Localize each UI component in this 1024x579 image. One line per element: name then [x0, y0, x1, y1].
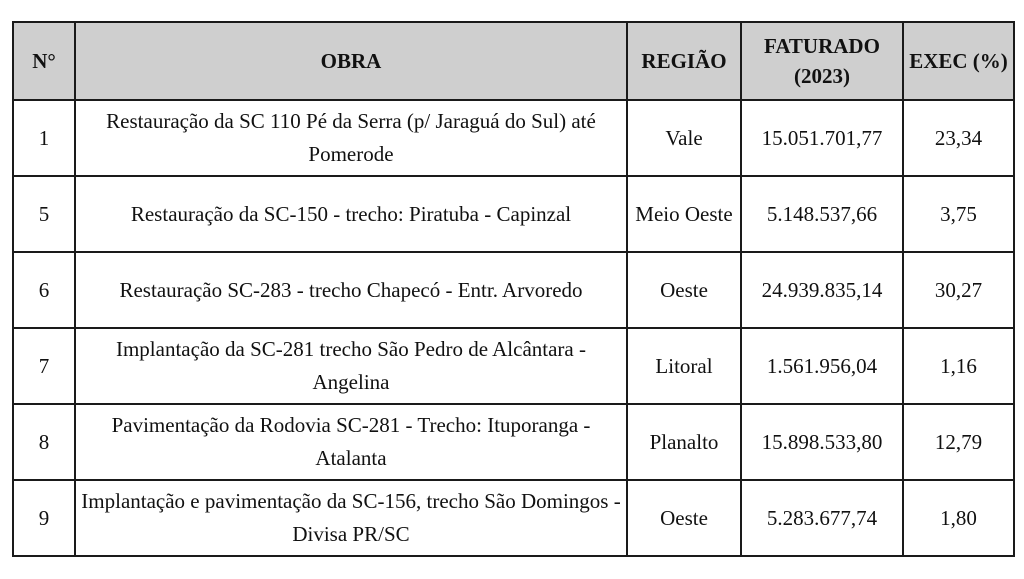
table-row: [13, 252, 1014, 328]
cell-regiao: Vale: [627, 100, 741, 176]
cell-faturado: 5.148.537,66: [741, 176, 903, 252]
header-num: N°: [13, 22, 75, 100]
cell-obra: Restauração da SC-150 - trecho: Piratuba - Capinzal: [75, 176, 627, 252]
cell-faturado: 1.561.956,04: [741, 328, 903, 404]
header-regiao: REGIÃO: [627, 22, 741, 100]
obras-table: [12, 21, 1015, 557]
cell-num: 8: [13, 404, 75, 480]
table-row: [13, 404, 1014, 480]
cell-regiao: Meio Oeste: [627, 176, 741, 252]
header-exec: EXEC (%): [903, 22, 1014, 100]
cell-regiao: Oeste: [627, 252, 741, 328]
table-row: [13, 328, 1014, 404]
table-row: [13, 176, 1014, 252]
cell-obra: Pavimentação da Rodovia SC-281 - Trecho: Ituporanga - Atalanta: [75, 404, 627, 480]
cell-obra: Implantação e pavimentação da SC-156, trecho São Domingos - Divisa PR/SC: [75, 480, 627, 556]
cell-obra: Restauração da SC 110 Pé da Serra (p/ Jaraguá do Sul) até Pomerode: [75, 100, 627, 176]
cell-regiao: Litoral: [627, 328, 741, 404]
cell-num: 6: [13, 252, 75, 328]
cell-faturado: 15.898.533,80: [741, 404, 903, 480]
cell-obra: Restauração SC-283 - trecho Chapecó - Entr. Arvoredo: [75, 252, 627, 328]
cell-exec: 1,16: [903, 328, 1014, 404]
cell-faturado: 24.939.835,14: [741, 252, 903, 328]
cell-faturado: 5.283.677,74: [741, 480, 903, 556]
header-row: [13, 22, 1014, 100]
cell-obra: Implantação da SC-281 trecho São Pedro de Alcântara - Angelina: [75, 328, 627, 404]
cell-faturado: 15.051.701,77: [741, 100, 903, 176]
cell-regiao: Planalto: [627, 404, 741, 480]
table-row: [13, 100, 1014, 176]
header-faturado: FATURADO (2023): [741, 22, 903, 100]
cell-num: 1: [13, 100, 75, 176]
cell-num: 5: [13, 176, 75, 252]
cell-exec: 30,27: [903, 252, 1014, 328]
header-obra: OBRA: [75, 22, 627, 100]
cell-num: 9: [13, 480, 75, 556]
cell-num: 7: [13, 328, 75, 404]
cell-regiao: Oeste: [627, 480, 741, 556]
cell-exec: 23,34: [903, 100, 1014, 176]
cell-exec: 3,75: [903, 176, 1014, 252]
cell-exec: 12,79: [903, 404, 1014, 480]
cell-exec: 1,80: [903, 480, 1014, 556]
table-row: [13, 480, 1014, 556]
